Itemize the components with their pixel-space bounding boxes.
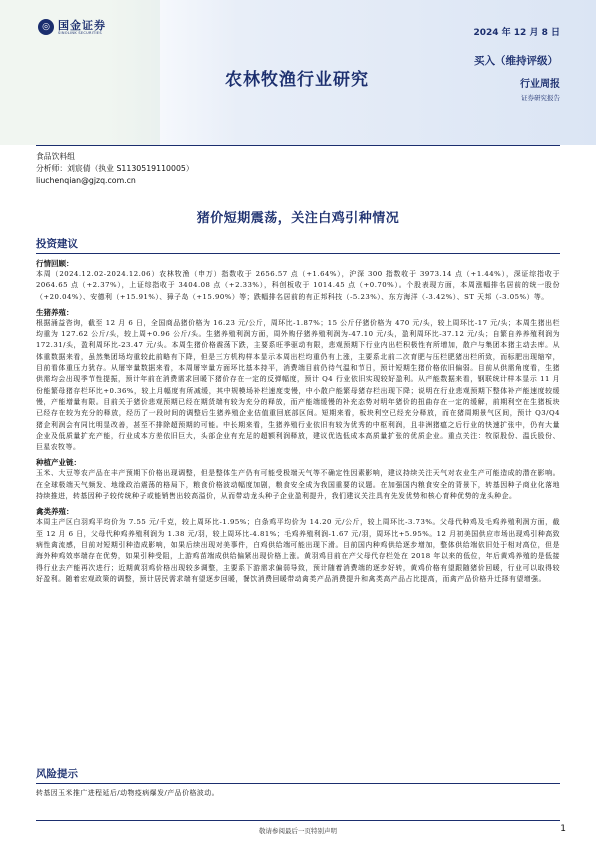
investment-heading: 投资建议 (36, 236, 560, 254)
company-logo (38, 19, 106, 35)
rating-label: 买入（维持评级） (474, 55, 558, 67)
risk-text: 转基因玉米推广进程延后/动物疫病爆发/产品价格波动。 (36, 789, 220, 797)
pig-farming-heading: 生猪养殖： (36, 307, 74, 317)
analyst-email[interactable]: liuchenqian@gjzq.com.cn (36, 176, 136, 185)
pig-farming-text: 根据涌益咨询，截至 12 月 6 日，全国商品猪价格为 16.23 元/公斤，周环比-1.87%；15 公斤仔猪价格为 470 元/头，较上周环比-17 元/头；本周生猪出栏均重为 127.62 公斤/头，较上周+0.96 公斤/头。生猪养殖利润方面，周外购仔猪养殖利润为-47.10 元/头，盈利周环比-37.12 元/头；自繁自养养殖利润为 172.31/头，盈利周环比-23.47 元/头。本周生猪价格震荡下跌，主要系旺季驱动有限，悲观预期下行业内出栏积极性有所增加，散户与集团本猪主动去库。从体重数据来看，虽然集团场均重较此前略有下降，但是三方机构样本显示本周出栏均重仍有上涨，主要系北前二次育肥与压栏肥猪出栏所致，而标肥出现缩窄，目前看体重压力犹存。从屠宰量数据来看，本周屠宰量方面环比基本持平，消费端目前仍待气温和节日，预计短期生猪价格依旧偏弱。目前从供需角度看，生猪供需均会出现季节性提振，预计年前在消费需求回暖下猪价存在一定的反弹幅度，预计 Q4 行业依旧实现较好盈利。从产能数据来看，钢联统计样本显示 11 月份能繁母猪存栏环比+0.36%，较上月幅度有所减缓，其中规模场补栏速度变慢，中小散户能繁母猪存栏出现下降；说明在行业悲观预期下整体补产能速度较缓慢，产能增量有限。目前关于猪价悲观预期已经在期货端有较为充分的释放，而产能端缓慢的补充态势对明年猪价的扭曲存在一定的缓解，前期利空在生猪板块已经存在较为充分的释放，经历了一段时间的调整后生猪养殖企业估值重回底部区间。短期来看，板块利空已经充分释放，而在猪周期景气区间，预计 Q3/Q4 猪企利润会有同比明显改善，甚至不排除超预期的可能。中长期来看，生猪养殖行业依旧有较为优秀的中枢利润，且非洲猪瘟之后行业的快速扩张中，仍有大量企业及低质量扩充产能，行业成本方差依旧巨大，头部企业有充足的超额利润释放，建议优选低成本高质量扩张的优质企业。重点关注：牧原股份、温氏股份、巨星农牧等。 (36, 318, 560, 452)
logo-mark-icon: ◎ (38, 19, 54, 35)
risk-section (36, 766, 560, 799)
analyst-block (36, 151, 194, 187)
report-title: 猪价短期震荡，关注白鸡引种情况 (196, 211, 400, 226)
footer-divider (36, 820, 560, 821)
investment-section (36, 236, 560, 585)
header-divider (36, 145, 560, 146)
disclaimer-note: 敬请参阅最后一页特别声明 (259, 827, 337, 835)
industry-title: 农林牧渔行业研究 (225, 70, 369, 90)
report-sub-label: 证券研究报告 (521, 94, 560, 102)
page-number: 1 (560, 824, 566, 834)
poultry-text: 本周主产区白羽鸡平均价为 7.55 元/千克，较上周环比-1.95%；白条鸡平均价为 14.20 元/公斤，较上周环比-3.73%。父母代种鸡及毛鸡养殖利润方面，截至 12 月 6 日，父母代种鸡养殖利润为 1.38 元/羽，较上周环比-4.81%；毛鸡养殖利润-1.67 元/羽，周环比+5.95%。12 月初美国供应市场出现鸡引种高致病性禽流感，目前对短期引种造成影响，如果后续出现对美事件，白鸡供给端可能出现下滑。目前国内种鸡供给逐步增加，整体供给端依旧处于相对高位，但是海外种鸡效率端存在优势，如果引种受阻，上游鸡苗端成供给偏紧出现价格上涨。黄羽鸡目前在产父母代存栏处在 2018 年以来的低位，年后黄鸡养殖的是低接得行业去产能再次进行；近期黄羽鸡价格出现较多调整，主要系下游需求偏弱导致，预计随着消费端的逐步好转，黄鸡价格有望跟随猪价回暖，行业可以取得较好盈利。随着宏观政策的调整，预计居民需求端有望逐步回暖，餐饮消费回暖带动禽类产品消费提升和禽类高产品占比提高，而禽产品价格升迁择有望增强。 (36, 518, 560, 583)
risk-heading: 风险提示 (36, 766, 560, 784)
market-review-heading: 行情回顾： (36, 259, 74, 268)
planting-chain-heading: 种植产业链： (36, 458, 81, 468)
poultry-heading: 禽类养殖： (36, 507, 74, 517)
team-name: 食品饮料组 (36, 152, 75, 161)
logo-name-en: SINOLINK SECURITIES (58, 30, 102, 35)
logo-name-cn: 国金证券 (58, 18, 106, 32)
report-date: 2024 年 12 月 8 日 (473, 28, 560, 38)
analyst-name: 分析师：刘宸倩（执业 S1130519110005） (36, 164, 194, 173)
report-type: 行业周报 (520, 79, 560, 90)
market-review-text: 本周（2024.12.02-2024.12.06）农林牧渔（申万）指数收于 2656.57 点（+1.64%），沪深 300 指数收于 3973.14 点（+1.44%），深证综指收于 2064.65 点（+2.37%），上证综指收于 3404.08 点（+2.33%），科创板收于 1014.45 点（+0.70%）。个股表现方面，本周涨幅排名居前的统一股份（+20.04%）、安德利（+15.91%）、獐子岛（+15.90%）等；跌幅排名居前的有正邦科技（-5.23%）、东方海洋（-3.42%）、ST 天邦（-3.05%）等。 (36, 270, 560, 301)
planting-chain-text: 玉米、大豆等农产品在丰产预期下价格出现调整，但是整体生产仍有可能受极端天气等不确定性因素影响，建议持续关注天气对农业生产可能造成的潜在影响。在全球极端天气频发、地缘政治震荡的格局下，粮食价格波动幅度加剧，粮食安全成为我国重要的议题。在加强国内粮食安全的背景下，转基因种子商业化落地持续推进，转基因种子较传统种子或能销售出较高溢价，从而带动龙头种子企业盈利提升，我们建议关注具有先发优势和核心育种优势的龙头种企。 (36, 469, 560, 501)
